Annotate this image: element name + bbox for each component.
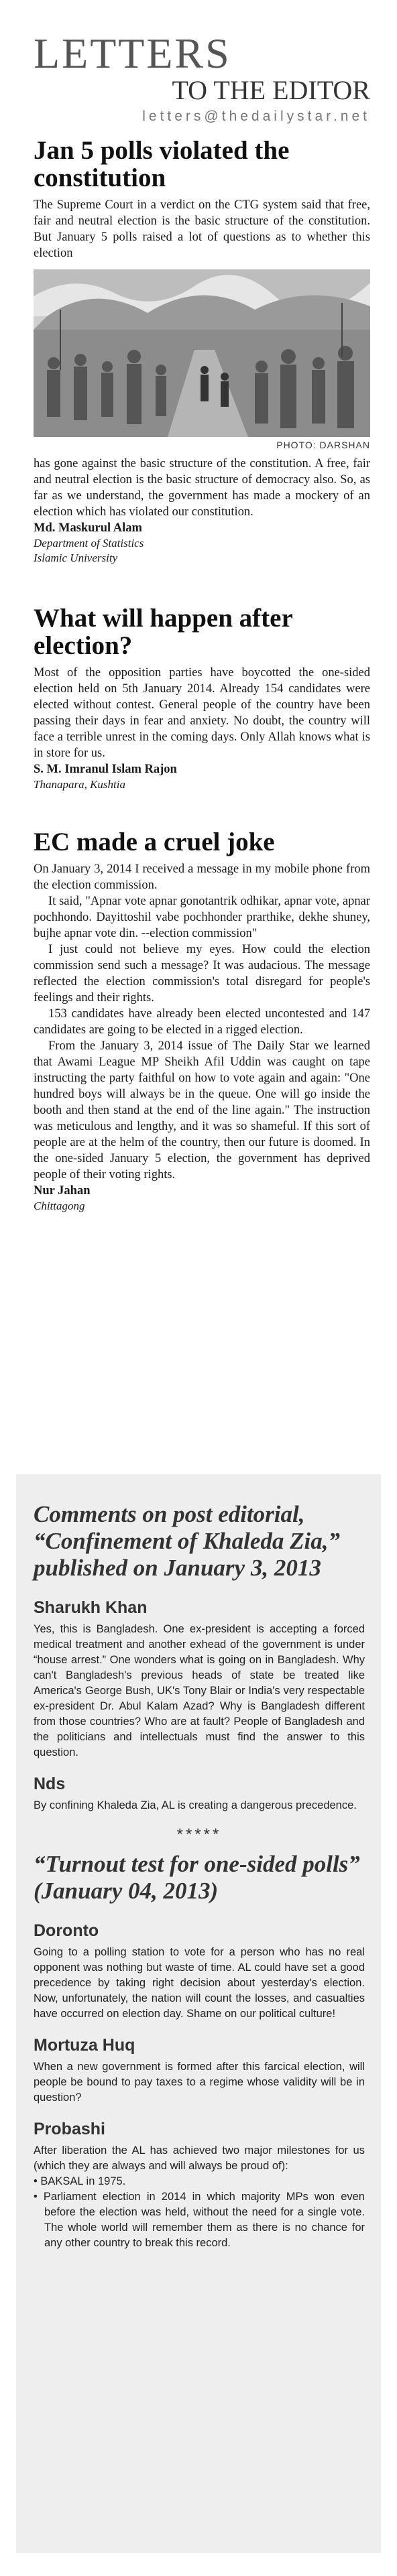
letter-paragraph: 153 candidates have already been elected uncontested and 147 candidates are going to be elected in a rigged election. bbox=[34, 1007, 370, 1037]
letter-paragraph: I just could not believe my eyes. How could the election commission send such a message? It was audacious. The message reflected the election commission's total disregard for people's feelings and their rights. bbox=[34, 943, 370, 1005]
comment-text: Yes, this is Bangladesh. One ex-president is accepting a forced medical treatment and another exhead of the government is under “house arrest.” One wonders what is going on in Bangladesh. Why can't Bangladesh's previous heads of state be treated like America's George Bush, UK's Tony Blair or India's very respectable ex-president Dr. Abul Kalam Azad? Why is Bangladesh different from those countries? Who are at fault? People of Bangladesh and the politicians and intellectuals must find the answer to this question. bbox=[34, 1623, 365, 1758]
letter-author: Md. Maskurul Alam bbox=[34, 521, 142, 535]
letter-polls-violated-constitution bbox=[34, 137, 370, 566]
photo-credit: PHOTO: DARSHAN bbox=[276, 440, 370, 450]
letter-affiliation: Department of Statistics bbox=[34, 537, 144, 550]
letter-affiliation: Islamic University bbox=[34, 552, 118, 564]
comments-heading: “Turnout test for one-sided polls” (January 04, 2013) bbox=[34, 1851, 360, 1904]
letter-author: S. M. Imranul Islam Rajon bbox=[34, 763, 177, 776]
masthead-email-link[interactable]: letters@thedailystar.net bbox=[142, 109, 370, 124]
masthead-title: LETTERS bbox=[34, 29, 231, 77]
commenter-name: Doronto bbox=[34, 1921, 99, 1940]
letter-title: EC made a cruel joke bbox=[34, 828, 275, 856]
comments-heading: Comments on post editorial, “Confinement of Khaleda Zia,” published on January 3, 2013 bbox=[34, 1501, 340, 1581]
letter-affiliation: Chittagong bbox=[34, 1200, 85, 1212]
commenter-name: Probashi bbox=[34, 2120, 105, 2138]
letter-paragraph: On January 3, 2014 I received a message in my mobile phone from the election commission. bbox=[34, 862, 370, 892]
comment-text: By confining Khaleda Zia, AL is creating a dangerous precedence. bbox=[34, 1799, 357, 1811]
online-comments-panel bbox=[16, 1474, 381, 2553]
letter-paragraph: has gone against the basic structure of the constitution. A free, fair and neutral election is the basic structure of democracy also. So, as far as we understand, the government has made a mockery of an election which has violated our constitution. bbox=[34, 457, 370, 519]
letter-author: Nur Jahan bbox=[34, 1184, 91, 1198]
letter-title: Jan 5 polls violated the constitution bbox=[34, 136, 290, 192]
letter-paragraph: From the January 3, 2014 issue of The Daily Star we learned that Awami League MP Sheikh Afil Uddin was caught on tape instructing the party faithful on how to vote again and again: "One hundred boys will always be in the queue. One will go inside the booth and then stand at the end of the line again." The instruction was meticulous and lengthy, and it was so shameful. If this sort of people are at the helm of the country, then our future is doomed. In the one-sided January 5 election, the government has deprived people of their voting rights. bbox=[34, 1039, 370, 1181]
masthead-subtitle: TO THE EDITOR bbox=[172, 75, 370, 105]
comment-bullet: • Parliament election in 2014 in which majority MPs won even before the election was held, without the need for a single vote. The whole world will remember them as there is no chance for any other country to break this record. bbox=[34, 2191, 365, 2249]
commenter-name: Nds bbox=[34, 1775, 66, 1793]
letter-paragraph: Most of the opposition parties have boycotted the one-sided election held on 5th January 2014. Already 154 candidates were elected without contest. General people of the country have been passing their days in fear and anxiety. No doubt, the country will face a terrible unrest in the coming days. Only Allah knows what is in store for us. bbox=[34, 666, 370, 760]
comment-bullet: • BAKSAL in 1975. bbox=[34, 2175, 126, 2187]
section-divider-stars: ***** bbox=[176, 1825, 222, 1844]
comment-text: Going to a polling station to vote for a person who has no real opponent was nothing but waste of time. AL could have set a good precedence by taking right decision about yesterday's election. Now, unfortunately, the nation will count the losses, and casualties have occurred on election day. Shame on our political culture! bbox=[34, 1946, 365, 2020]
letter-paragraph: The Supreme Court in a verdict on the CTG system said that free, fair and neutral election is the basic structure of the constitution. But January 5 polls raised a lot of questions as to whether this election bbox=[34, 198, 370, 260]
letter-title: What will happen after election? bbox=[34, 604, 293, 660]
commenter-name: Sharukh Khan bbox=[34, 1598, 148, 1617]
letter-paragraph: It said, "Apnar vote apnar gonotantrik odhikar, apnar vote, apnar pochhondo. Dayittoshil vabe pochhonder prarthike, dekhe shuney, bujhe apnar vote din. --election commission" bbox=[34, 895, 370, 940]
street-rally-photo bbox=[34, 269, 370, 437]
letter-after-election bbox=[34, 604, 370, 792]
commenter-name: Mortuza Huq bbox=[34, 2036, 135, 2055]
comment-text: After liberation the AL has achieved two major milestones for us (which they are always and will always be proud of): bbox=[34, 2144, 365, 2172]
photo-block bbox=[34, 269, 370, 450]
masthead bbox=[34, 0, 370, 125]
letter-ec-cruel-joke bbox=[34, 828, 370, 1214]
letter-affiliation: Thanapara, Kushtia bbox=[34, 778, 125, 791]
comment-text: When a new government is formed after this farcical election, will people be bound to pay taxes to a regime whose validity will be in question? bbox=[34, 2061, 365, 2104]
